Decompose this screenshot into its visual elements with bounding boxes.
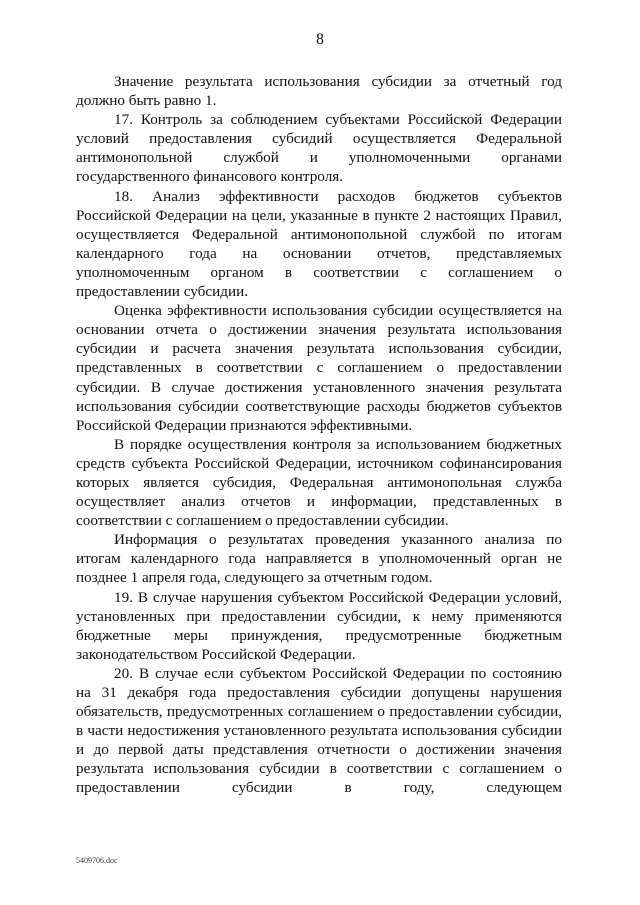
paragraph-result-value: Значение результата использования субсидии за отчетный год должно быть равно 1. <box>76 73 562 110</box>
document-body <box>76 72 562 798</box>
paragraph-19: 19. В случае нарушения субъектом Российской Федерации условий, установленных при предоставлении субсидии, к нему применяются бюджетные меры принуждения, предусмотренные бюджетным законодательством Российской Федерации. <box>76 588 562 663</box>
paragraph-18: 18. Анализ эффективности расходов бюджетов субъектов Российской Федерации на цели, указанные в пункте 2 настоящих Правил, осуществляется Федеральной антимонопольной службой по итогам календарного года на основании отчетов, представляемых уполномоченным органом в соответствии с соглашением о предоставлении субсидии. <box>76 187 562 301</box>
paragraph-efficiency-assessment: Оценка эффективности использования субсидии осуществляется на основании отчета о достижении значения результата использования субсидии и расчета значения результата использования субсидии, представленных в соответствии с соглашением о предоставлении субсидии. В случае достижения установленного значения результата использования субсидии соответствующие расходы бюджетов субъектов Российской Федерации признаются эффективными. <box>76 302 562 434</box>
page-number: 8 <box>316 31 324 48</box>
paragraph-control-procedure: В порядке осуществления контроля за использованием бюджетных средств субъекта Российской Федерации, источником софинансирования которых является субсидия, Федеральная антимонопольная служба осуществляет анализ отчетов и информации, представленных в соответствии с соглашением о предоставлении субсидии. <box>76 435 562 530</box>
paragraph-analysis-info: Информация о результатах проведения указанного анализа по итогам календарного года направляется в уполномоченный орган не позднее 1 апреля года, следующего за отчетным годом. <box>76 531 562 587</box>
footer-filename: 5409706.doc <box>76 856 118 865</box>
paragraph-17: 17. Контроль за соблюдением субъектами Российской Федерации условий предоставления субсидий осуществляется Федеральной антимонопольной службой и уполномоченными органами государственного финансового контроля. <box>76 111 562 186</box>
paragraph-20: 20. В случае если субъектом Российской Федерации по состоянию на 31 декабря года предоставления субсидии допущены нарушения обязательств, предусмотренных соглашением о предоставлении субсидии, в части недостижения установленного результата использования субсидии и до первой даты представления отчетности о достижении значения результата использования субсидии в соответствии с соглашением о предоставлении субсидии в году, следующем <box>76 664 562 797</box>
